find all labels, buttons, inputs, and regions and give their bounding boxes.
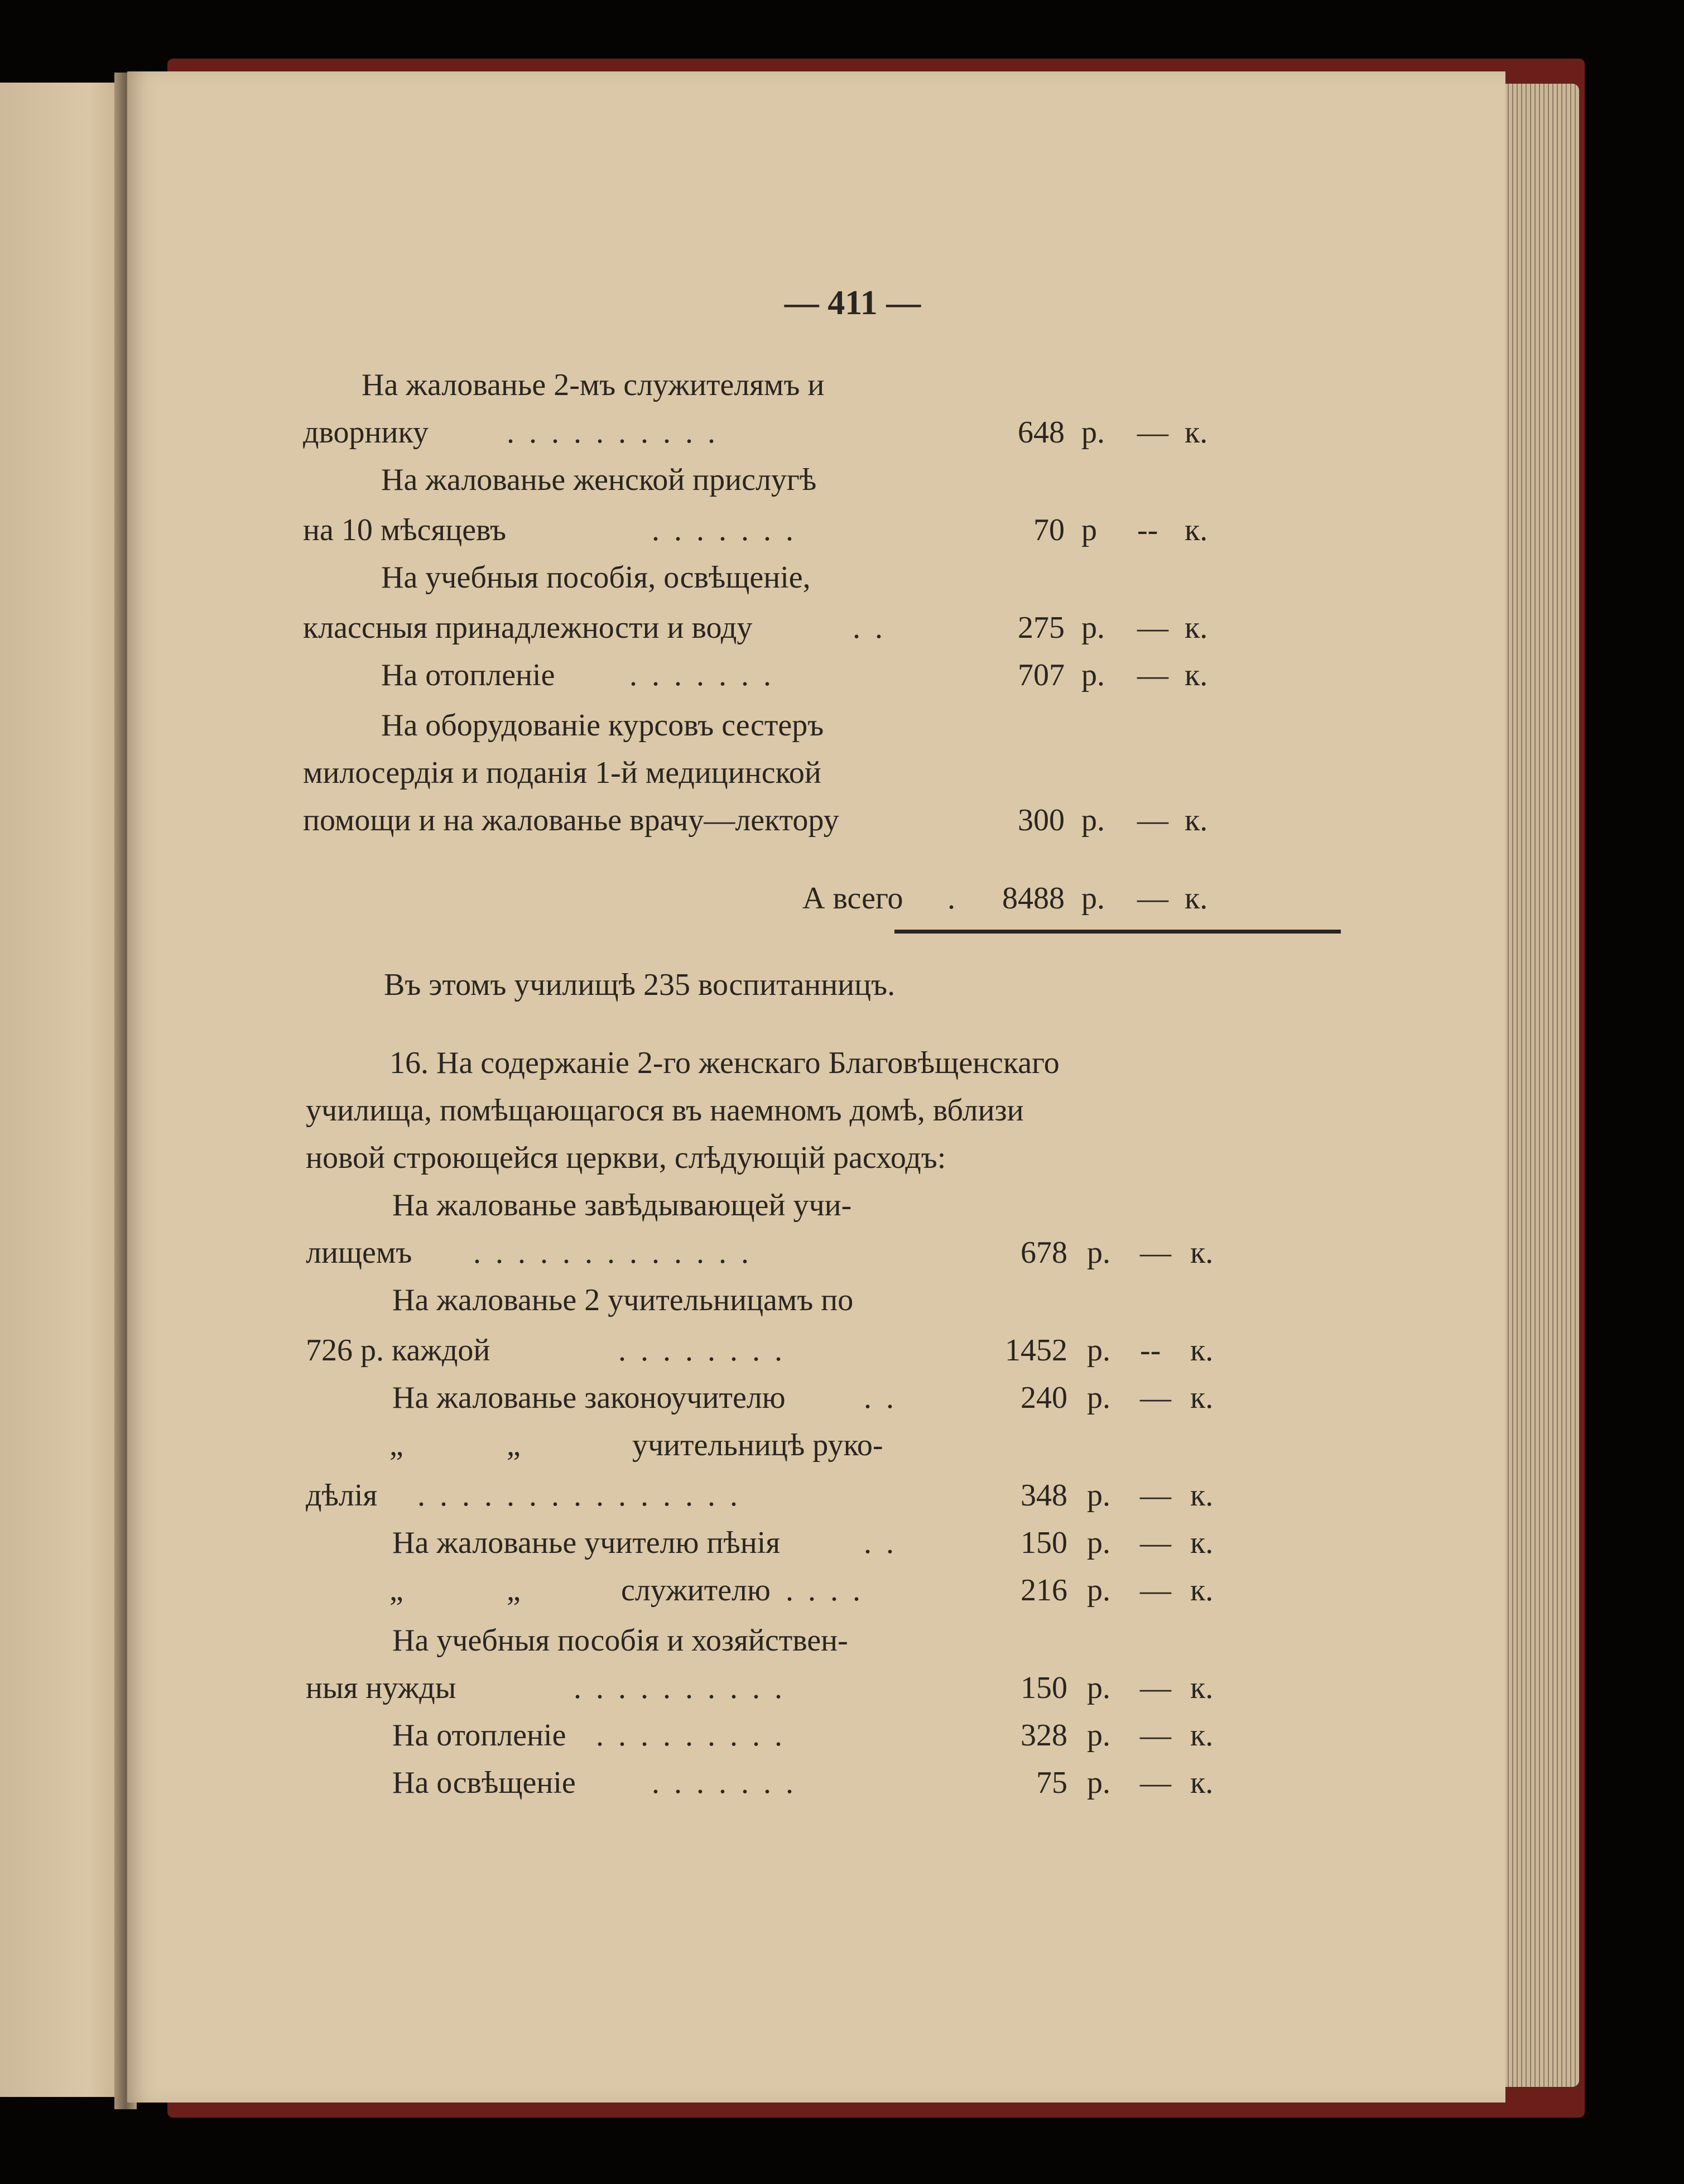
item-line: На отопленіе xyxy=(381,658,555,692)
amount: 216 xyxy=(1021,1573,1067,1608)
leader-dots: ....... xyxy=(652,1766,808,1800)
item-line: На учебныя пособія и хозяйствен- xyxy=(392,1623,848,1658)
unit-kop: к. xyxy=(1185,513,1208,547)
unit-dash: — xyxy=(1140,1671,1171,1705)
unit-dash: — xyxy=(1140,1380,1171,1415)
amount: 328 xyxy=(1021,1718,1067,1753)
page-text xyxy=(127,71,1505,2103)
item-line: На учебныя пособія, освѣщеніе, xyxy=(381,560,811,595)
unit-rub: р xyxy=(1081,513,1097,547)
unit-dash: — xyxy=(1137,881,1168,916)
item-line: На жалованье законоучителю xyxy=(392,1380,786,1415)
amount: 275 xyxy=(1018,610,1065,645)
unit-dash: — xyxy=(1137,803,1168,838)
item-line: 726 р. каждой xyxy=(306,1333,490,1368)
ditto-mark: „ xyxy=(507,1573,521,1608)
leader-dots: . xyxy=(947,881,955,916)
unit-rub: р. xyxy=(1081,803,1105,838)
item-line: милосердія и поданія 1-й медицинской xyxy=(303,756,821,790)
leader-dots: .......... xyxy=(507,415,730,450)
item-line: дворнику xyxy=(303,415,429,450)
leader-dots: ............. xyxy=(473,1235,763,1270)
unit-kop: к. xyxy=(1185,881,1208,916)
leader-dots: ....... xyxy=(652,513,808,547)
unit-rub: р. xyxy=(1087,1671,1110,1705)
document-page xyxy=(127,71,1505,2103)
section-intro-line: новой строющейся церкви, слѣдующій расходъ: xyxy=(306,1141,946,1175)
unit-rub: р. xyxy=(1087,1718,1110,1753)
ditto-mark: „ xyxy=(389,1573,403,1608)
unit-dash: — xyxy=(1137,415,1168,450)
unit-rub: р. xyxy=(1087,1478,1110,1513)
item-line: лищемъ xyxy=(306,1235,412,1270)
page-edges xyxy=(1495,84,1579,2087)
unit-dash: -- xyxy=(1140,1333,1161,1368)
item-line: На отопленіе xyxy=(392,1718,566,1753)
total-label: А всего xyxy=(802,881,903,916)
item-line: на 10 мѣсяцевъ xyxy=(303,513,507,547)
item-line: классныя принадлежности и воду xyxy=(303,610,753,645)
item-line: ныя нужды xyxy=(306,1671,456,1705)
leader-dots: .. xyxy=(853,610,897,645)
pupil-count-note: Въ этомъ училищѣ 235 воспитанницъ. xyxy=(384,968,896,1002)
leader-dots: .......... xyxy=(574,1671,797,1705)
unit-dash: — xyxy=(1137,658,1168,692)
unit-rub: р. xyxy=(1087,1235,1110,1270)
leader-dots: ......... xyxy=(596,1718,797,1753)
unit-rub: р. xyxy=(1081,658,1105,692)
unit-dash: — xyxy=(1140,1478,1171,1513)
unit-kop: к. xyxy=(1190,1671,1214,1705)
unit-dash: -- xyxy=(1137,513,1158,547)
leader-dots: .. xyxy=(864,1380,908,1415)
leader-dots: .. xyxy=(864,1526,908,1560)
item-line: дѣлія xyxy=(306,1478,378,1513)
unit-kop: к. xyxy=(1190,1333,1214,1368)
unit-kop: к. xyxy=(1185,610,1208,645)
amount: 707 xyxy=(1018,658,1065,692)
amount: 150 xyxy=(1021,1671,1067,1705)
section-intro-line: училища, помѣщающагося въ наемномъ домѣ, вблизи xyxy=(306,1093,1024,1128)
page-number: — 411 — xyxy=(784,284,921,322)
item-line: служителю xyxy=(621,1573,771,1608)
unit-dash: — xyxy=(1140,1235,1171,1270)
item-line: На жалованье женской прислугѣ xyxy=(381,463,817,497)
ditto-mark: „ xyxy=(507,1428,521,1463)
item-line: На жалованье 2-мъ служителямъ и xyxy=(362,368,825,402)
unit-rub: р. xyxy=(1081,610,1105,645)
unit-dash: — xyxy=(1140,1766,1171,1800)
unit-kop: к. xyxy=(1185,415,1208,450)
unit-rub: р. xyxy=(1087,1333,1110,1368)
unit-kop: к. xyxy=(1190,1478,1214,1513)
amount: 240 xyxy=(1021,1380,1067,1415)
leader-dots: ....... xyxy=(629,658,786,692)
unit-kop: к. xyxy=(1190,1380,1214,1415)
amount: 1452 xyxy=(1005,1333,1067,1368)
leader-dots: ............... xyxy=(417,1478,752,1513)
unit-rub: р. xyxy=(1081,415,1105,450)
unit-rub: р. xyxy=(1087,1766,1110,1800)
item-line: На жалованье 2 учительницамъ по xyxy=(392,1283,854,1317)
unit-rub: р. xyxy=(1087,1380,1110,1415)
ditto-mark: „ xyxy=(389,1428,403,1463)
unit-kop: к. xyxy=(1185,803,1208,838)
amount: 70 xyxy=(1033,513,1065,547)
unit-rub: р. xyxy=(1087,1526,1110,1560)
unit-rub: р. xyxy=(1081,881,1105,916)
left-page xyxy=(0,83,127,2097)
unit-kop: к. xyxy=(1190,1526,1214,1560)
amount: 300 xyxy=(1018,803,1065,838)
leader-dots: .... xyxy=(786,1573,875,1608)
unit-dash: — xyxy=(1140,1526,1171,1560)
item-line: На жалованье завѣдывающей учи- xyxy=(392,1188,852,1223)
unit-kop: к. xyxy=(1190,1235,1214,1270)
total-amount: 8488 xyxy=(1002,881,1065,916)
leader-dots: ........ xyxy=(618,1333,797,1368)
amount: 678 xyxy=(1021,1235,1067,1270)
unit-kop: к. xyxy=(1190,1573,1214,1608)
item-line: На освѣщеніе xyxy=(392,1766,576,1800)
item-line: учительницѣ руко- xyxy=(632,1428,883,1463)
unit-dash: — xyxy=(1140,1718,1171,1753)
amount: 348 xyxy=(1021,1478,1067,1513)
unit-kop: к. xyxy=(1190,1766,1214,1800)
unit-kop: к. xyxy=(1190,1718,1214,1753)
unit-rub: р. xyxy=(1087,1573,1110,1608)
unit-kop: к. xyxy=(1185,658,1208,692)
section-intro-line: 16. На содержаніе 2-го женскаго Благовѣщенскаго xyxy=(389,1046,1060,1080)
unit-dash: — xyxy=(1140,1573,1171,1608)
amount: 75 xyxy=(1036,1766,1067,1800)
item-line: На оборудованіе курсовъ сестеръ xyxy=(381,708,824,743)
unit-dash: — xyxy=(1137,610,1168,645)
amount: 648 xyxy=(1018,415,1065,450)
amount: 150 xyxy=(1021,1526,1067,1560)
item-line: помощи и на жалованье врачу—лектору xyxy=(303,803,839,838)
item-line: На жалованье учителю пѣнія xyxy=(392,1526,781,1560)
total-rule xyxy=(894,930,1341,934)
